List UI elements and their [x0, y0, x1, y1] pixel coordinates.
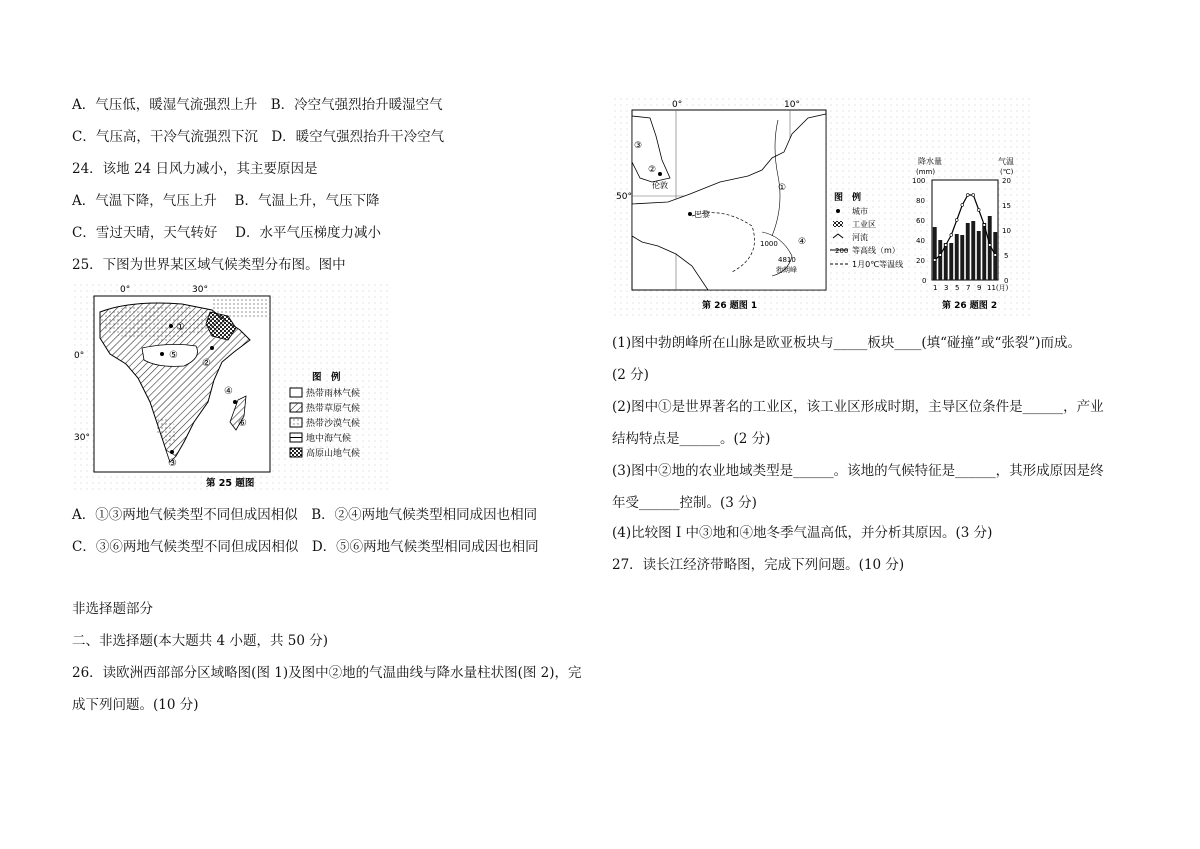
q26-sub3-line1: (3)图中②地的农业地域类型是______。该地的气候特征是______，其形成原因是终 — [612, 463, 1104, 479]
temp-point — [933, 259, 936, 262]
left-tick-20: 20 — [916, 257, 925, 265]
q25-options-cd: C．③⑥两地气候类型不同但成因相似 D．⑤⑥两地气候类型相同成因也相同 — [72, 539, 539, 555]
figure-25-climate-map — [72, 282, 390, 494]
city-london: 伦敦 — [652, 181, 668, 190]
left-tick-0: 0 — [922, 277, 927, 285]
legend-savanna: 热带草原气候 — [306, 404, 361, 414]
x-tick-5: 5 — [955, 284, 960, 292]
legend-contour: 等高线（m） — [852, 246, 900, 255]
temp-point — [939, 254, 942, 257]
ylabel-left: 降水量 — [918, 157, 942, 166]
right-tick-10: 10 — [1002, 227, 1011, 235]
x-tick-1: 1 — [933, 284, 938, 292]
mark-4: ④ — [224, 386, 233, 397]
lat-50-label-26: 50° — [616, 192, 632, 202]
legend-desert: 热带沙漠气候 — [306, 419, 361, 429]
city-paris: 巴黎 — [694, 210, 710, 219]
legend-city: 城市 — [852, 207, 868, 216]
lat-30-label: 30° — [74, 433, 90, 443]
precip-bar — [966, 223, 970, 280]
x-tick-9: 9 — [977, 284, 982, 292]
mark-5: ⑤ — [169, 350, 178, 361]
precip-bar — [933, 227, 937, 280]
q25-stem: 25．下图为世界某区域气候类型分布图。图中 — [72, 257, 346, 273]
q24-options-cd: C．雪过天晴，天气转好 D．水平气压梯度力减小 — [72, 225, 381, 241]
temp-point — [950, 234, 953, 237]
figure-26-2-caption: 第 26 题图 2 — [942, 301, 998, 311]
legend-contour-value: 200 — [835, 247, 849, 255]
legend-title: 图 例 — [312, 372, 341, 383]
temp-point — [994, 254, 997, 257]
right-tick-0: 0 — [1004, 277, 1009, 285]
q27-stem: 27．读长江经济带略图，完成下列问题。(10 分) — [612, 557, 905, 573]
lon-10-label-26: 10° — [784, 100, 800, 110]
right-tick-5: 5 — [1004, 252, 1009, 260]
peak-name: 勃朗峰 — [776, 266, 797, 274]
left-tick-60: 60 — [916, 217, 925, 225]
x-tick-3: 3 — [944, 284, 949, 292]
legend-river: 河流 — [852, 233, 868, 242]
mark-26-1: ① — [778, 183, 787, 193]
q26-sub1-line1: (1)图中勃朗峰所在山脉是欧亚板块与_____板块____(填“碰撞”或“张裂”)而成。 — [612, 335, 1082, 351]
q26-sub2-line2: 结构特点是______。(2 分) — [612, 431, 771, 447]
unit-left: (mm) — [916, 168, 936, 176]
part2-heading: 二、非选择题(本大题共 4 小题，共 50 分) — [72, 633, 328, 649]
legend-26-title: 图 例 — [834, 193, 862, 203]
temp-point — [955, 219, 958, 222]
q26-stem-line2: 成下列问题。(10 分) — [72, 697, 199, 713]
mark-26-3: ③ — [634, 141, 643, 151]
left-tick-100: 100 — [912, 177, 926, 185]
q26-sub4: (4)比较图 I 中③地和④地冬季气温高低，并分析其原因。(3 分) — [612, 525, 993, 541]
legend-highland: 高原山地气候 — [306, 449, 361, 459]
lon-0-label-26: 0° — [672, 100, 683, 110]
unit-right: (℃) — [1000, 168, 1014, 176]
lon-30-label: 30° — [192, 285, 208, 295]
figure-26-1-caption: 第 26 题图 1 — [702, 301, 758, 311]
precip-bar — [949, 243, 953, 280]
peak-height: 4810 — [778, 256, 796, 264]
left-tick-40: 40 — [916, 237, 925, 245]
right-tick-20: 20 — [1002, 177, 1011, 185]
mark-3: ③ — [168, 458, 177, 469]
figure-26 — [612, 96, 1034, 318]
left-tick-80: 80 — [916, 197, 925, 205]
temp-point — [977, 209, 980, 212]
mark-1: ① — [176, 322, 185, 333]
precip-bar — [971, 221, 975, 280]
legend-industry: 工业区 — [852, 220, 876, 229]
temp-point — [972, 194, 975, 197]
lat-0-label: 0° — [74, 351, 85, 361]
contour-label: 1000 — [760, 240, 778, 248]
mark-26-2: ② — [648, 165, 657, 175]
section-heading: 非选择题部分 — [72, 601, 153, 617]
precip-bar — [938, 240, 942, 280]
x-tick-7: 7 — [966, 284, 971, 292]
legend-isotherm: 1月0℃等温线 — [852, 260, 904, 269]
temp-point — [961, 204, 964, 207]
temp-point — [988, 244, 991, 247]
q24-options-ab: A．气温下降，气压上升 B．气温上升，气压下降 — [72, 193, 380, 209]
x-tick-11: 11(月) — [987, 284, 1009, 292]
legend-mediterranean: 地中海气候 — [306, 434, 352, 444]
q26-sub3-line2: 年受______控制。(3 分) — [612, 495, 757, 511]
precip-bar — [960, 235, 964, 280]
right-tick-15: 15 — [1002, 202, 1011, 210]
mark-2: ② — [202, 358, 211, 369]
q26-sub2-line1: (2)图中①是世界著名的工业区，该工业区形成时期，主导区位条件是______，产业 — [612, 399, 1104, 415]
temp-point — [966, 194, 969, 197]
q23-options-cd: C．气压高，干冷气流强烈下沉 D．暖空气强烈抬升干冷空气 — [72, 129, 445, 145]
mark-26-4: ④ — [798, 237, 807, 247]
q23-options-ab: A．气压低，暖湿气流强烈上升 B．冷空气强烈抬升暖湿空气 — [72, 97, 443, 113]
q26-sub1-line2: (2 分) — [612, 367, 649, 383]
figure-25-caption: 第 25 题图 — [206, 478, 255, 489]
precip-bar — [955, 234, 959, 280]
temp-point — [944, 244, 947, 247]
temp-point — [983, 224, 986, 227]
legend-rainforest: 热带雨林气候 — [306, 389, 361, 399]
q24-stem: 24．该地 24 日风力减小，其主要原因是 — [72, 161, 318, 177]
mark-6: ⑥ — [238, 418, 247, 429]
lon-0-label: 0° — [120, 285, 131, 295]
ylabel-right: 气温 — [998, 157, 1014, 166]
q26-stem-line1: 26．读欧洲西部部分区域略图(图 1)及图中②地的气温曲线与降水量柱状图(图 2)，完 — [72, 665, 582, 681]
precip-bar — [977, 231, 981, 280]
q25-options-ab: A．①③两地气候类型不同但成因相似 B．②④两地气候类型相同成因也相同 — [72, 507, 538, 523]
